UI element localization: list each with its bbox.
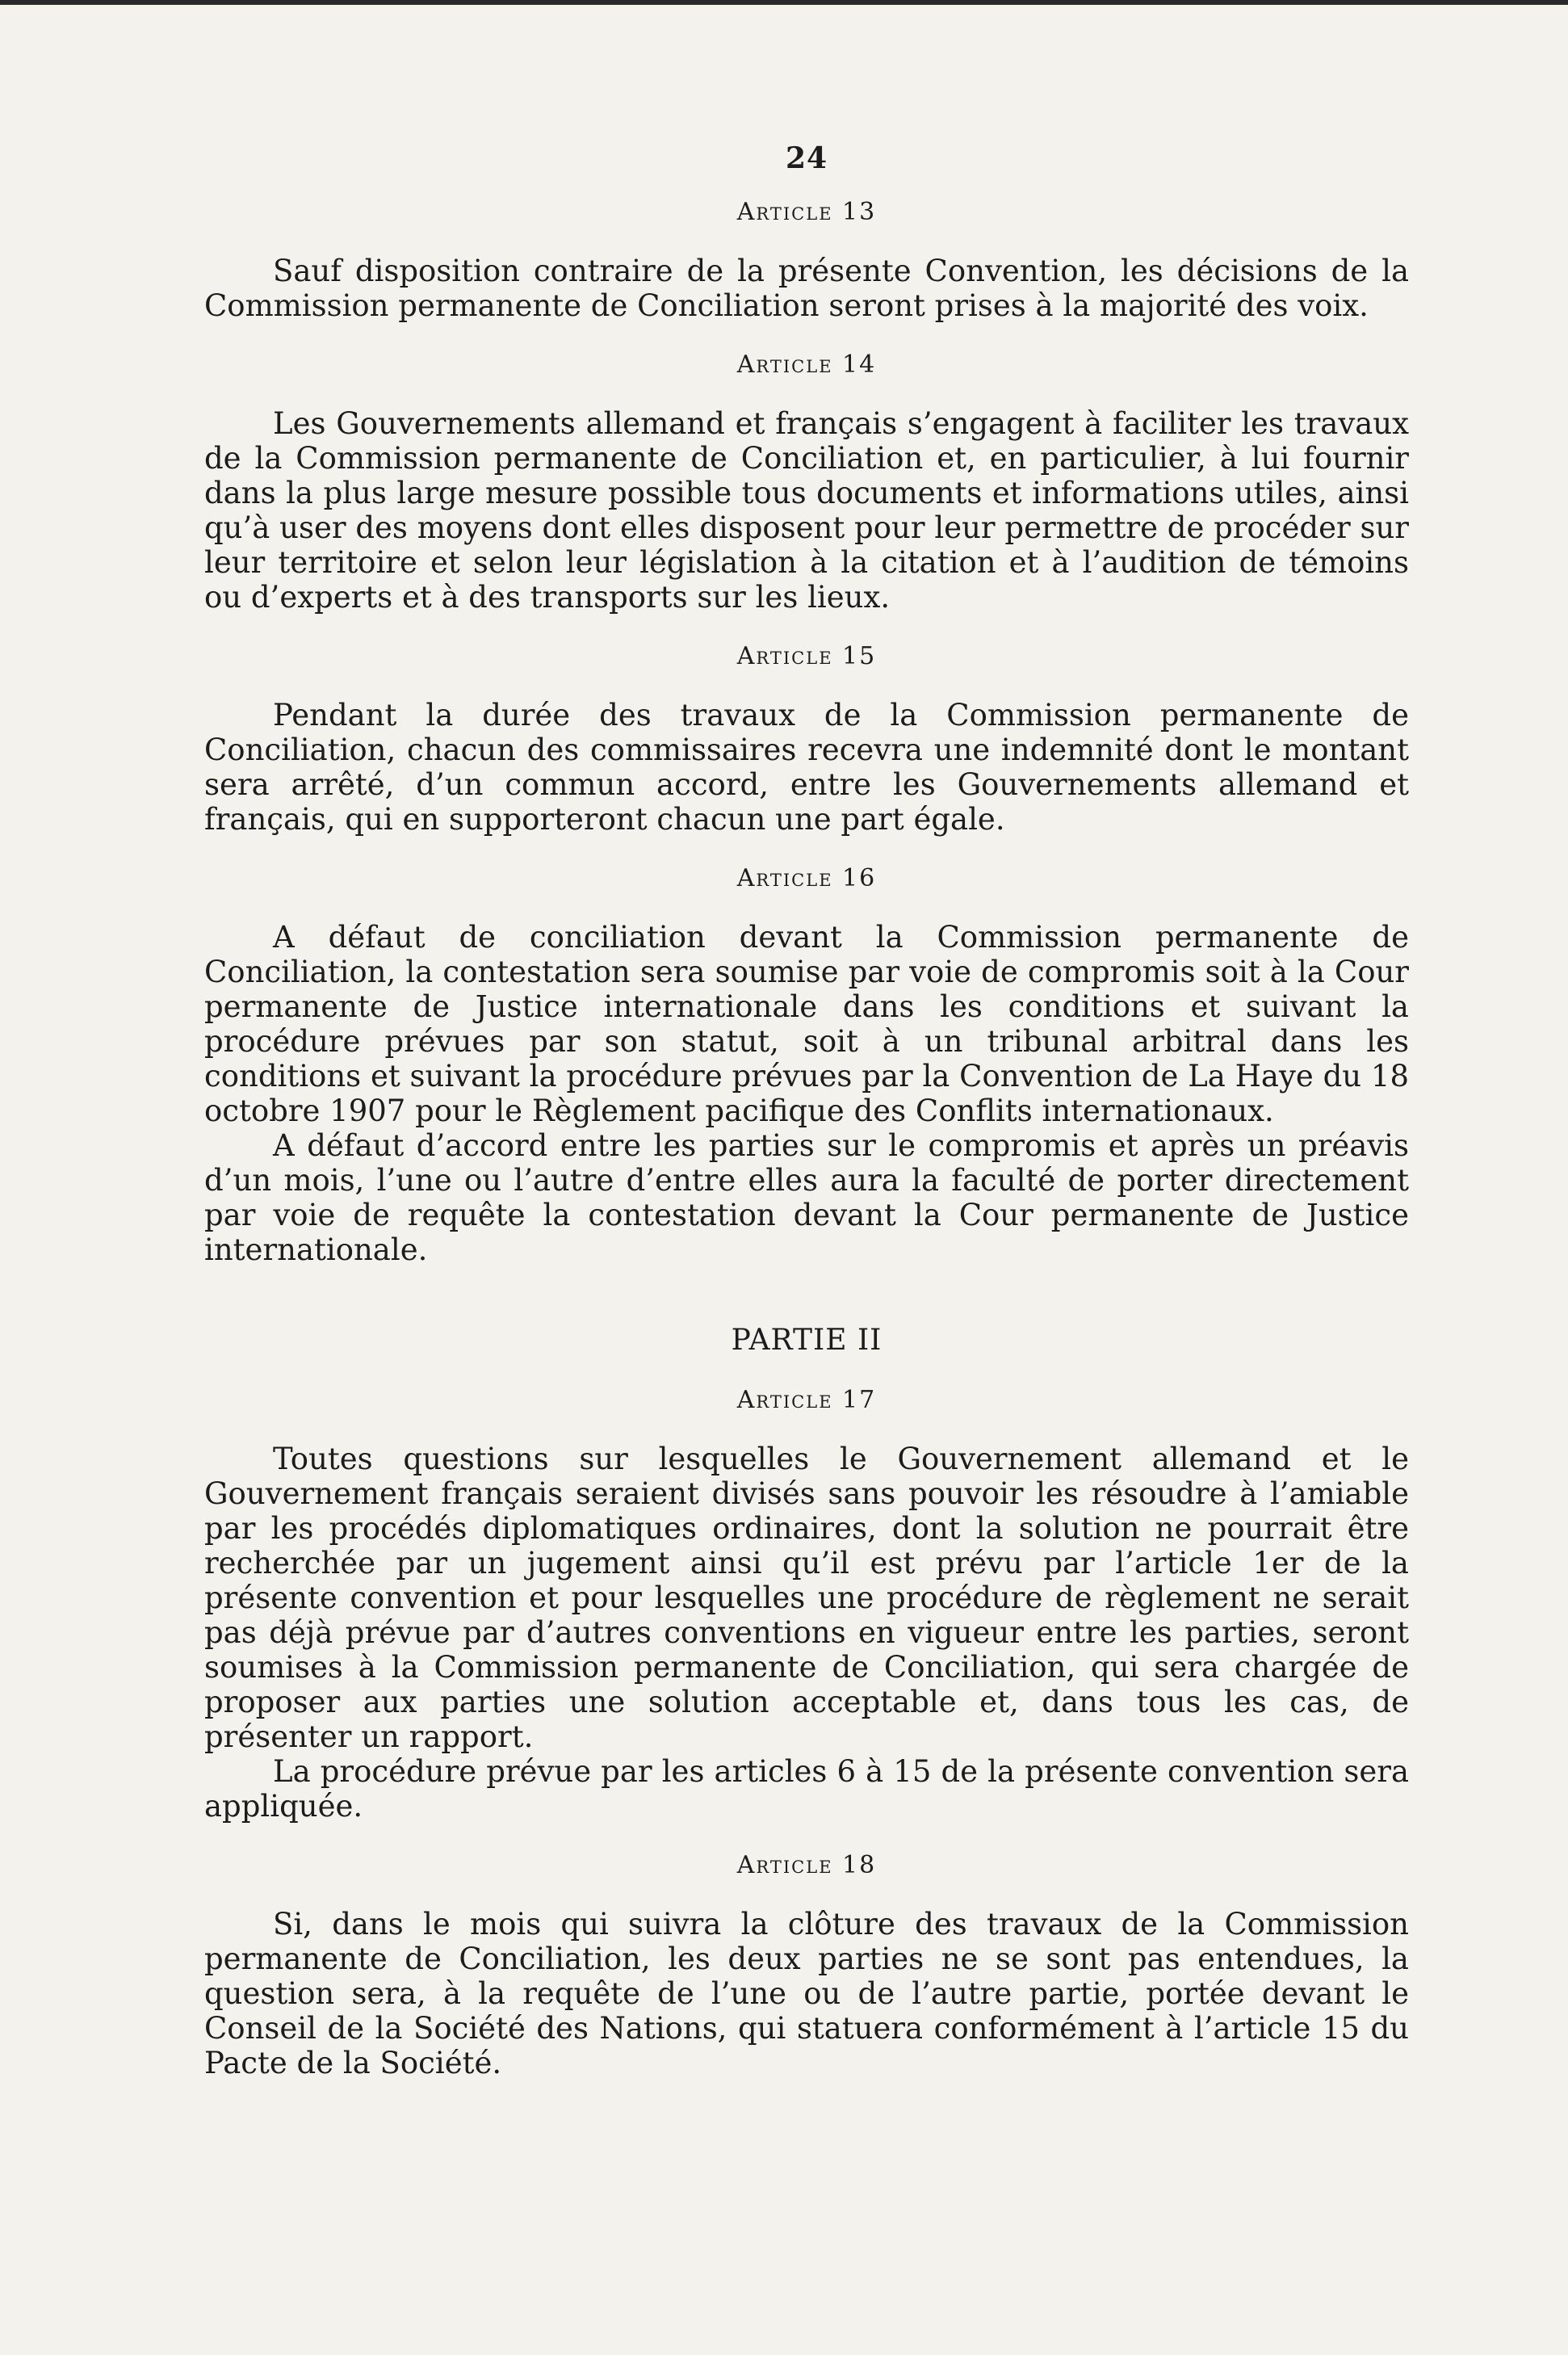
article-paragraph: Sauf disposition contraire de la présente Convention, les décisions de la Commission permanente de Conciliation seront prises à la majorité des voix. — [204, 254, 1409, 323]
article-15 — [204, 642, 1409, 837]
article-paragraph: La procédure prévue par les articles 6 à 15 de la présente convention sera appliquée. — [204, 1754, 1409, 1824]
article-16 — [204, 864, 1409, 1267]
article-paragraph: Toutes questions sur lesquelles le Gouvernement allemand et le Gouvernement français seraient divisés sans pouvoir les résoudre à l’amiable par les procédés diplomatiques ordinaires, dont la solution ne pourrait être recherchée par un jugement ainsi qu’il est prévu par l’article 1er de la présente convention et pour lesquelles une procédure de règlement ne serait pas déjà prévue par d’autres conventions en vigueur entre les parties, seront soumises à la Commission permanente de Conciliation, qui sera chargée de proposer aux parties une solution acceptable et, dans tous les cas, de présenter un rapport. — [204, 1442, 1409, 1754]
article-heading: Article 13 — [736, 198, 877, 226]
article-paragraph: Pendant la durée des travaux de la Commission permanente de Conciliation, chacun des commissaires recevra une indemnité dont le montant sera arrêté, d’un commun accord, entre les Gouvernements allemand et français, qui en supporteront chacun une part égale. — [204, 698, 1409, 837]
article-14 — [204, 351, 1409, 615]
page-top-rule — [0, 0, 1568, 5]
article-13 — [204, 198, 1409, 323]
document-body — [204, 141, 1409, 2108]
articles-part-two — [204, 1386, 1409, 2080]
article-paragraph: A défaut de conciliation devant la Commission permanente de Conciliation, la contestation sera soumise par voie de compromis soit à la Cour permanente de Justice internationale dans les conditions et suivant la procédure prévues par son statut, soit à un tribunal arbitral dans les conditions et suivant la procédure prévues par la Convention de La Haye du 18 octobre 1907 pour le Règlement pacifique des Conflits internationaux. — [204, 920, 1409, 1128]
article-heading: Article 14 — [736, 351, 877, 379]
article-paragraph: A défaut d’accord entre les parties sur le compromis et après un préavis d’un mois, l’une ou l’autre d’entre elles aura la faculté de porter directement par voie de requête la contestation devant la Cour permanente de Justice internationale. — [204, 1128, 1409, 1267]
article-heading: Article 16 — [736, 864, 877, 892]
articles-part-one — [204, 198, 1409, 1267]
article-18 — [204, 1851, 1409, 2080]
page-number: 24 — [785, 141, 828, 175]
article-17 — [204, 1386, 1409, 1824]
article-heading: Article 18 — [736, 1851, 877, 1879]
article-paragraph: Les Gouvernements allemand et français s’engagent à faciliter les travaux de la Commission permanente de Conciliation et, en particulier, à lui fournir dans la plus large mesure possible tous documents et informations utiles, ainsi qu’à user des moyens dont elles disposent pour leur permettre de procéder sur leur territoire et selon leur législation à la citation et à l’audition de témoins ou d’experts et à des transports sur les lieux. — [204, 406, 1409, 615]
article-paragraph: Si, dans le mois qui suivra la clôture des travaux de la Commission permanente de Conciliation, les deux parties ne se sont pas entendues, la question sera, à la requête de l’une ou de l’autre partie, portée devant le Conseil de la Société des Nations, qui statuera conformément à l’article 15 du Pacte de la Société. — [204, 1907, 1409, 2080]
part-heading: PARTIE II — [731, 1324, 883, 1357]
article-heading: Article 15 — [736, 642, 877, 670]
article-heading: Article 17 — [736, 1386, 877, 1414]
